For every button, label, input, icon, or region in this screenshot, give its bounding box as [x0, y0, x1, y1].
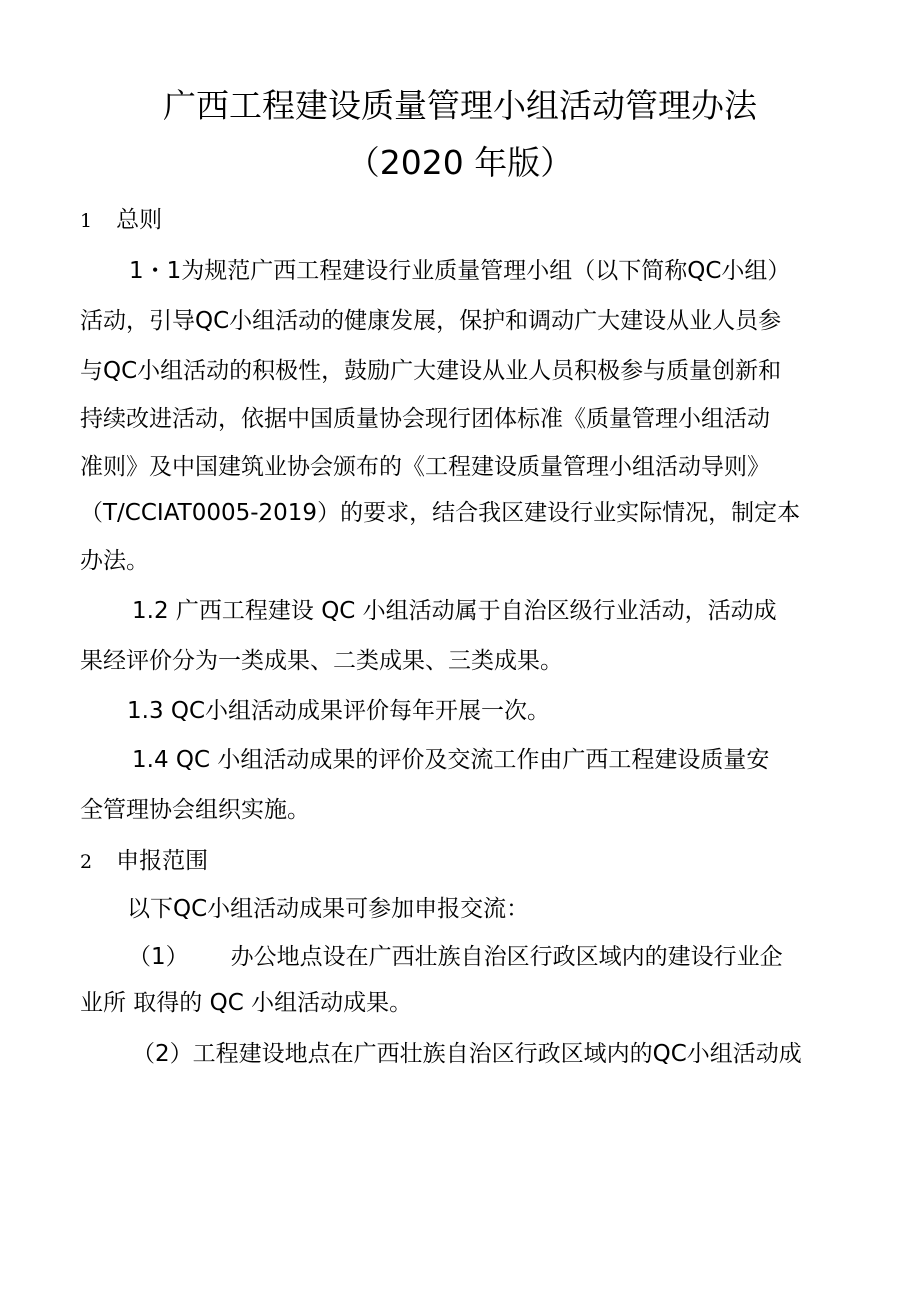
paragraph-1-1-line: 准则》及中国建筑业协会颁布的《工程建设质量管理小组活动导则》: [80, 454, 770, 480]
paragraph-1-2-line: 果经评价分为一类成果、二类成果、三类成果。: [80, 648, 563, 674]
paragraph-1-1-line: 与QC小组活动的积极性，鼓励广大建设从业人员积极参与质量创新和: [80, 358, 782, 384]
section-2-number: 2: [80, 851, 93, 873]
paragraph-1-3: 1.3 QC小组活动成果评价每年开展一次。: [127, 698, 551, 724]
section-1-number: 1: [80, 210, 93, 232]
section-2-heading: [80, 846, 208, 877]
paragraph-1-1-line: 活动，引导QC小组活动的健康发展，保护和调动广大建设从业人员参: [80, 308, 782, 334]
section-2-title: 申报范围: [116, 848, 209, 874]
list-item-1-line: 业所 取得的 QC 小组活动成果。: [80, 990, 413, 1016]
paragraph-1-1-line: 1・1为规范广西工程建设行业质量管理小组（以下简称QC小组）: [129, 258, 791, 284]
paragraph-1-4-line: 1.4 QC 小组活动成果的评价及交流工作由广西工程建设质量安: [132, 747, 770, 773]
list-item-1-first-line: [128, 942, 783, 972]
section-1-title: 总则: [116, 207, 163, 233]
paragraph-1-2-line: 1.2 广西工程建设 QC 小组活动属于自治区级行业活动，活动成: [132, 598, 777, 624]
list-item-1-text: 办公地点设在广西壮族自治区行政区域内的建设行业企: [230, 944, 783, 970]
document-edition: （2020 年版）: [346, 143, 574, 182]
section-1-heading: [80, 205, 162, 236]
paragraph-1-1-line: 办法。: [80, 548, 149, 574]
document-title: 广西工程建设质量管理小组活动管理办法: [163, 86, 757, 125]
list-item-2: （2）工程建设地点在广西壮族自治区行政区域内的QC小组活动成: [132, 1041, 802, 1067]
list-item-1-marker: （1）: [128, 944, 189, 970]
paragraph-1-1-line: 持续改进活动，依据中国质量协会现行团体标准《质量管理小组活动: [80, 406, 770, 432]
paragraph-1-1-line: （T/CCIAT0005-2019）的要求，结合我区建设行业实际情况，制定本: [80, 500, 801, 526]
paragraph-1-4-line: 全管理协会组织实施。: [80, 797, 310, 823]
section-2-intro: 以下QC小组活动成果可参加申报交流：: [127, 896, 530, 922]
